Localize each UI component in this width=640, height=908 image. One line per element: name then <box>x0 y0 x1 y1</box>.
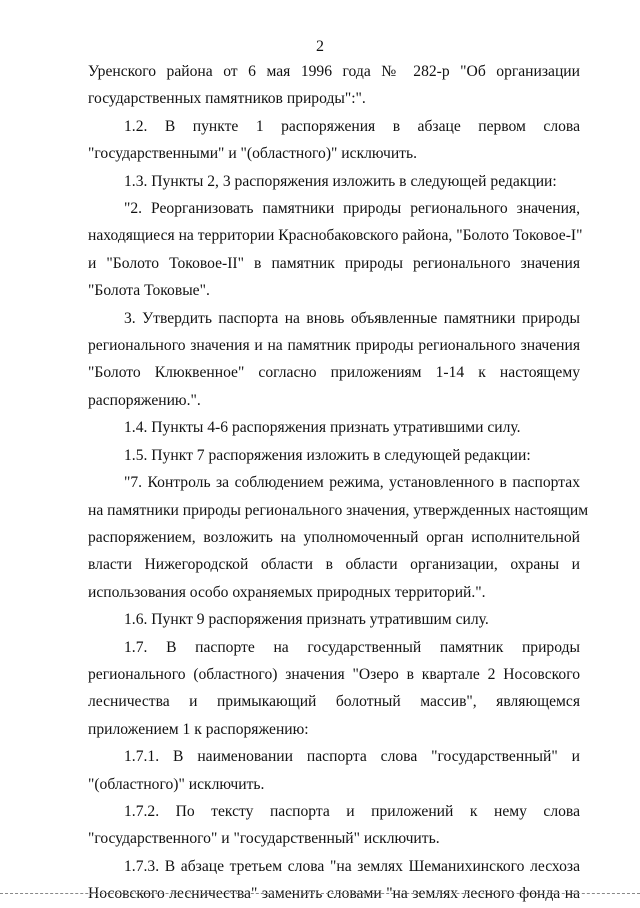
text-line: использования особо охраняемых природных территорий.". <box>88 583 486 601</box>
text-line: "государственными" и "(областного)" исключить. <box>88 145 417 163</box>
text-line: и "Болото Токовое-II" в памятник природы регионального значения <box>88 254 580 272</box>
text-line: 1.2. В пункте 1 распоряжения в абзаце первом слова <box>124 117 580 135</box>
text-line: государственных памятников природы":". <box>88 90 366 108</box>
text-line: лесничества и примыкающий болотный массив", являющемся <box>88 693 580 711</box>
text-line: "государственного" и "государственный" исключить. <box>88 830 440 848</box>
text-line: 1.7.3. В абзаце третьем слова "на землях Шеманихинского лесхоза <box>124 857 580 875</box>
page-bottom-divider <box>0 893 640 894</box>
text-line: регионального (областного) значения "Озеро в квартале 2 Носовского <box>88 665 580 683</box>
page-number: 2 <box>316 38 324 55</box>
text-line: 1.3. Пункты 2, 3 распоряжения изложить в следующей редакции: <box>124 172 557 190</box>
text-line: 1.6. Пункт 9 распоряжения признать утратившим силу. <box>124 611 489 629</box>
text-line: 3. Утвердить паспорта на вновь объявленные памятники природы <box>124 309 580 327</box>
text-line: регионального значения и на памятник природы регионального значения <box>88 337 580 355</box>
text-line: власти Нижегородской области в области организации, охраны и <box>88 556 580 574</box>
text-line: "(областного)" исключить. <box>88 775 265 793</box>
text-line: Носовского лесничества" заменить словами "на землях лесного фонда на <box>88 885 580 903</box>
text-line: 1.7.2. По тексту паспорта и приложений к нему слова <box>124 802 580 820</box>
text-line: 1.5. Пункт 7 распоряжения изложить в следующей редакции: <box>124 446 531 464</box>
text-line: 1.7. В паспорте на государственный памятник природы <box>124 638 580 656</box>
text-line: на памятники природы регионального значения, утвержденных настоящим <box>88 501 589 519</box>
document-body <box>88 58 589 908</box>
text-line: 1.4. Пункты 4-6 распоряжения признать утратившими силу. <box>124 419 521 437</box>
text-line: "Болота Токовые". <box>88 282 210 300</box>
text-line: Уренского района от 6 мая 1996 года № 282-р "Об организации <box>88 63 580 80</box>
text-line: находящиеся на территории Краснобаковского района, "Болото Токовое-I" <box>88 227 583 245</box>
text-line: приложением 1 к распоряжению: <box>88 720 309 738</box>
text-line: распоряжением, возложить на уполномоченный орган исполнительной <box>88 528 580 546</box>
text-line: распоряжению.". <box>88 391 201 409</box>
text-line: 1.7.1. В наименовании паспорта слова "государственный" и <box>124 748 580 766</box>
text-line: "2. Реорганизовать памятники природы регионального значения, <box>124 200 580 218</box>
text-line: "7. Контроль за соблюдением режима, установленного в паспортах <box>124 474 580 492</box>
text-line: "Болото Клюквенное" согласно приложениям 1-14 к настоящему <box>88 364 580 382</box>
